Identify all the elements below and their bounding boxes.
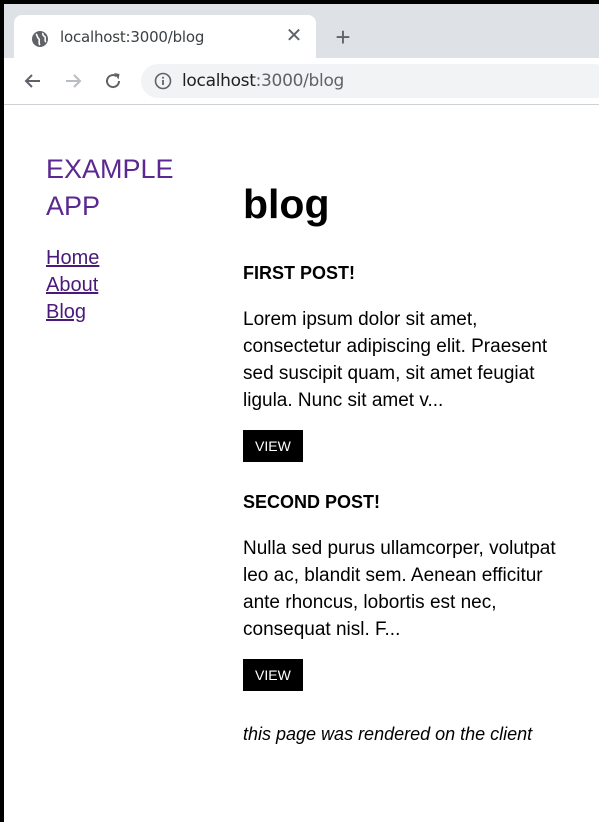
tab-strip xyxy=(4,4,599,58)
view-post-button[interactable]: VIEW xyxy=(243,659,303,691)
tab-title: localhost:3000/blog xyxy=(60,28,205,46)
post-title: FIRST POST! xyxy=(243,263,355,283)
back-arrow-icon[interactable] xyxy=(21,69,45,93)
post-excerpt: Nulla sed purus ullamcorper, volutpat leo ac, blandit sem. Aenean efficitur ante rhoncus, lobortis est nec, consequat nisl. F... xyxy=(243,538,556,640)
close-icon[interactable]: ✕ xyxy=(285,25,303,47)
browser-window xyxy=(4,4,599,822)
page-viewport xyxy=(4,105,599,822)
plus-icon[interactable]: + xyxy=(335,22,351,52)
view-post-button[interactable]: VIEW xyxy=(243,430,303,462)
forward-arrow-icon[interactable] xyxy=(61,69,85,93)
main-content xyxy=(243,176,573,745)
post-card xyxy=(243,490,573,691)
nav-link-blog[interactable]: Blog xyxy=(46,301,87,323)
post-title: SECOND POST! xyxy=(243,492,381,512)
nav-link-home[interactable]: Home xyxy=(46,247,100,269)
nav-link-about[interactable]: About xyxy=(46,274,99,296)
address-bar[interactable] xyxy=(141,64,599,98)
url-text[interactable] xyxy=(182,71,344,91)
reload-icon[interactable] xyxy=(101,69,125,93)
sidebar-nav xyxy=(46,245,206,326)
url-path: :3000/blog xyxy=(255,71,345,91)
brand-link[interactable]: EXAMPLE APP xyxy=(46,154,174,221)
globe-icon xyxy=(31,30,49,48)
render-note: this page was rendered on the client xyxy=(243,724,533,744)
info-icon[interactable] xyxy=(154,72,172,90)
browser-tab[interactable] xyxy=(14,15,316,58)
page-title: blog xyxy=(243,181,330,227)
sidebar xyxy=(46,151,206,326)
browser-toolbar xyxy=(4,58,599,104)
url-host: localhost xyxy=(182,71,256,91)
post-card xyxy=(243,261,573,462)
post-excerpt: Lorem ipsum dolor sit amet, consectetur adipiscing elit. Praesent sed suscipit quam, sit amet feugiat ligula. Nunc sit amet v... xyxy=(243,309,548,411)
